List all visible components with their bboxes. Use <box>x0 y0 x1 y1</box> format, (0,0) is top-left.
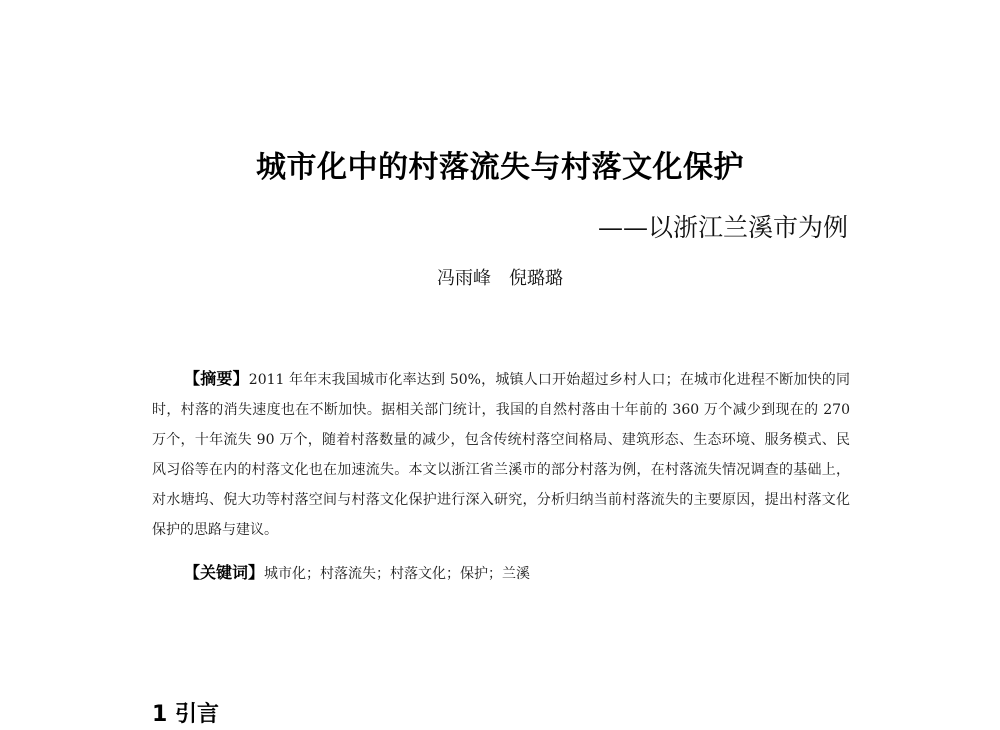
paper-subtitle: ——以浙江兰溪市为例 <box>597 213 848 242</box>
keywords-paragraph <box>152 558 850 589</box>
paper-authors: 冯雨峰 倪璐璐 <box>437 268 563 289</box>
abstract-label: 【摘要】 <box>184 369 249 388</box>
keywords-text: 城市化；村落流失；村落文化；保护；兰溪 <box>264 566 531 582</box>
section-heading-introduction: 1 引言 <box>152 702 219 727</box>
keywords-label: 【关键词】 <box>184 563 265 582</box>
abstract-text: 2011 年年末我国城市化率达到 50%，城镇人口开始超过乡村人口；在城市化进程不断加快的同时，村落的消失速度也在不断加快。据相关部门统计，我国的自然村落由十年前的 360 万个减少到现在的 270 万个，十年流失 90 万个，随着村落数量的减少，包含传统村落空间格局、建筑形态、生态环境、服务模式、民风习俗等在内的村落文化也在加速流失。本文以浙江省兰溪市的部分村落为例，在村落流失情况调查的基础上，对水塘坞、倪大功等村落空间与村落文化保护进行深入研究，分析归纳当前村落流失的主要原因，提出村落文化保护的思路与建议。 <box>152 372 850 538</box>
abstract-paragraph <box>152 364 850 545</box>
paper-title: 城市化中的村落流失与村落文化保护 <box>256 150 744 185</box>
